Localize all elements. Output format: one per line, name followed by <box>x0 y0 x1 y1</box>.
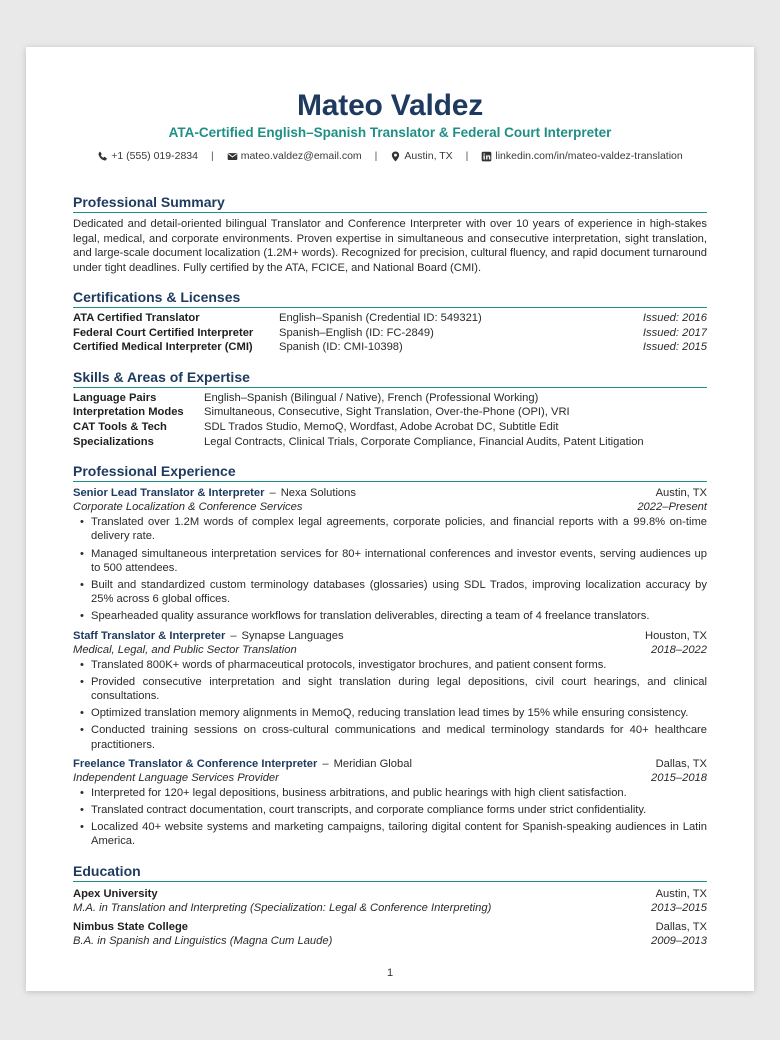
education-header <box>73 887 707 901</box>
contact-linkedin[interactable] <box>481 148 682 164</box>
job-subheader <box>73 500 707 514</box>
list-item: • Translated contract documentation, court transcripts, and corporate compliance forms under strict confidentiality. <box>73 803 707 817</box>
job-header <box>73 629 707 643</box>
skill-row <box>73 391 707 406</box>
certifications-section <box>73 289 707 355</box>
phone-icon <box>97 151 108 162</box>
linkedin-icon <box>481 151 492 162</box>
school-name: Apex University <box>73 887 158 900</box>
list-item: • Interpreted for 120+ legal depositions, business arbitrations, and public hearings with high client satisfaction. <box>73 786 707 800</box>
school-location: Austin, TX <box>655 887 707 900</box>
job-company: Meridian Global <box>333 757 412 770</box>
job-bullets <box>73 515 707 623</box>
job-bullets <box>73 658 707 752</box>
list-item: • Built and standardized custom terminology databases (glossaries) using SDL Trados, improving localization accuracy by 25% across 6 global offices. <box>73 578 707 607</box>
certification-detail: Spanish–English (ID: FC-2849) <box>279 326 434 339</box>
certification-date: Issued: 2015 <box>642 341 707 354</box>
section-title: Certifications & Licenses <box>73 289 707 308</box>
job-header <box>73 757 707 771</box>
skill-category: Specializations <box>73 435 154 448</box>
section-title: Skills & Areas of Expertise <box>73 369 707 388</box>
contact-phone <box>97 148 198 164</box>
list-item: • Optimized translation memory alignments in MemoQ, reducing translation lead times by 15% while ensuring consistency. <box>73 706 707 720</box>
resume-page <box>26 47 754 991</box>
job-dates: 2022–Present <box>637 501 707 514</box>
section-title: Professional Summary <box>73 194 707 213</box>
certification-detail: English–Spanish (Credential ID: 549321) <box>279 312 482 324</box>
job-entry <box>73 486 707 623</box>
candidate-tagline: ATA-Certified English–Spanish Translator & Federal Court Interpreter <box>168 125 612 140</box>
school-name: Nimbus State College <box>73 920 189 933</box>
certification-name: ATA Certified Translator <box>73 312 200 324</box>
job-dash: – <box>230 629 237 642</box>
certification-list <box>73 311 707 355</box>
job-entry <box>73 629 707 752</box>
certification-date: Issued: 2016 <box>642 312 707 324</box>
skill-row <box>73 420 707 435</box>
job-role: Staff Translator & Interpreter <box>73 629 226 642</box>
skills-list <box>73 391 707 449</box>
skills-section <box>73 369 707 449</box>
list-item: • Conducted training sessions on cross-cultural communications and medical terminology standards for 40+ healthcare practitioners. <box>73 723 707 752</box>
list-item: • Managed simultaneous interpretation services for 80+ international conferences and investor events, serving audiences up to 500 attendees. <box>73 547 707 576</box>
skill-values: Simultaneous, Consecutive, Sight Translation, Over-the-Phone (OPI), VRI <box>204 406 570 419</box>
job-role: Freelance Translator & Conference Interpreter <box>73 757 318 770</box>
education-dates: 2013–2015 <box>651 901 707 914</box>
job-location: Houston, TX <box>645 629 707 642</box>
contact-email-text[interactable]: mateo.valdez@email.com <box>240 150 362 162</box>
contact-separator: | <box>210 150 214 162</box>
job-subheader <box>73 771 707 785</box>
map-pin-icon <box>390 151 401 162</box>
job-role: Senior Lead Translator & Interpreter <box>73 487 265 500</box>
job-bullets <box>73 786 707 849</box>
contact-location-text: Austin, TX <box>404 150 453 162</box>
job-dash: – <box>322 757 329 770</box>
envelope-icon <box>227 151 238 162</box>
degree: M.A. in Translation and Interpreting (Specialization: Legal & Conference Interpreting) <box>73 901 492 914</box>
job-location: Dallas, TX <box>655 757 707 770</box>
education-dates: 2009–2013 <box>651 934 707 947</box>
contact-separator: | <box>374 150 378 162</box>
skill-values: English–Spanish (Bilingual / Native), French (Professional Working) <box>204 391 539 404</box>
school-location: Dallas, TX <box>655 920 707 933</box>
certification-name: Certified Medical Interpreter (CMI) <box>73 341 253 354</box>
skill-values: Legal Contracts, Clinical Trials, Corporate Compliance, Financial Audits, Patent Litigation <box>204 435 644 448</box>
contact-bar <box>73 148 707 164</box>
resume-header <box>73 89 707 164</box>
job-subtitle: Medical, Legal, and Public Sector Translation <box>73 643 297 656</box>
summary-section <box>73 194 707 275</box>
candidate-name: Mateo Valdez <box>297 89 483 122</box>
contact-email[interactable] <box>227 148 362 164</box>
job-subtitle: Independent Language Services Provider <box>73 771 279 784</box>
education-subheader <box>73 901 707 915</box>
skill-values: SDL Trados Studio, MemoQ, Wordfast, Adobe Acrobat DC, Subtitle Edit <box>204 420 559 433</box>
page-number: 1 <box>386 967 394 979</box>
skill-category: Language Pairs <box>73 391 157 404</box>
job-company: Nexa Solutions <box>280 487 356 500</box>
skill-row <box>73 435 707 450</box>
job-header <box>73 486 707 500</box>
degree: B.A. in Spanish and Linguistics (Magna Cum Laude) <box>73 934 333 947</box>
contact-phone-text: +1 (555) 019-2834 <box>111 150 198 162</box>
education-entry <box>73 887 707 915</box>
certification-detail: Spanish (ID: CMI-10398) <box>279 341 403 354</box>
skill-category: CAT Tools & Tech <box>73 420 167 433</box>
certification-name: Federal Court Certified Interpreter <box>73 326 254 339</box>
skill-category: Interpretation Modes <box>73 406 184 419</box>
certification-row <box>73 311 707 326</box>
certification-row <box>73 326 707 341</box>
job-dash: – <box>269 487 276 500</box>
skill-row <box>73 405 707 420</box>
job-subtitle: Corporate Localization & Conference Services <box>73 501 303 514</box>
section-title: Professional Experience <box>73 463 707 482</box>
job-company: Synapse Languages <box>241 629 344 642</box>
contact-separator: | <box>465 150 469 162</box>
list-item: • Provided consecutive interpretation and sight translation during legal depositions, civil court hearings, and clinical consultations. <box>73 675 707 704</box>
contact-linkedin-text[interactable]: linkedin.com/in/mateo-valdez-translation <box>495 150 683 162</box>
list-item: • Translated over 1.2M words of complex legal agreements, corporate policies, and financial reports with a 99.8% on-time delivery rate. <box>73 515 707 544</box>
certification-date: Issued: 2017 <box>642 326 707 339</box>
education-entry <box>73 920 707 948</box>
certification-row <box>73 340 707 355</box>
job-dates: 2015–2018 <box>651 771 707 784</box>
education-header <box>73 920 707 934</box>
education-subheader <box>73 934 707 948</box>
experience-section <box>73 463 707 848</box>
section-title: Education <box>73 863 707 882</box>
list-item: • Localized 40+ website systems and marketing campaigns, tailoring digital content for Spanish-speaking audiences in Latin America. <box>73 820 707 849</box>
job-subheader <box>73 643 707 657</box>
job-location: Austin, TX <box>655 487 707 500</box>
list-item: • Spearheaded quality assurance workflows for translation deliverables, directing a team of 4 freelance translators. <box>73 609 707 623</box>
summary-text: Dedicated and detail-oriented bilingual Translator and Conference Interpreter with over 10 years of experience in high-stakes legal, medical, and corporate environments. Proven expertise in simultaneous and consecutive interpretation, sight translation, and large-scale document localization (1.2M+ words). Recognized for precision, cultural fluency, and rapid document turnaround under tight deadlines. Fully certified by the ATA, FCICE, and National Board (CMI). <box>73 218 707 274</box>
contact-location <box>390 148 452 164</box>
job-dates: 2018–2022 <box>651 643 707 656</box>
job-entry <box>73 757 707 849</box>
education-section <box>73 863 707 948</box>
list-item: • Translated 800K+ words of pharmaceutical protocols, investigator brochures, and patient consent forms. <box>73 658 707 672</box>
